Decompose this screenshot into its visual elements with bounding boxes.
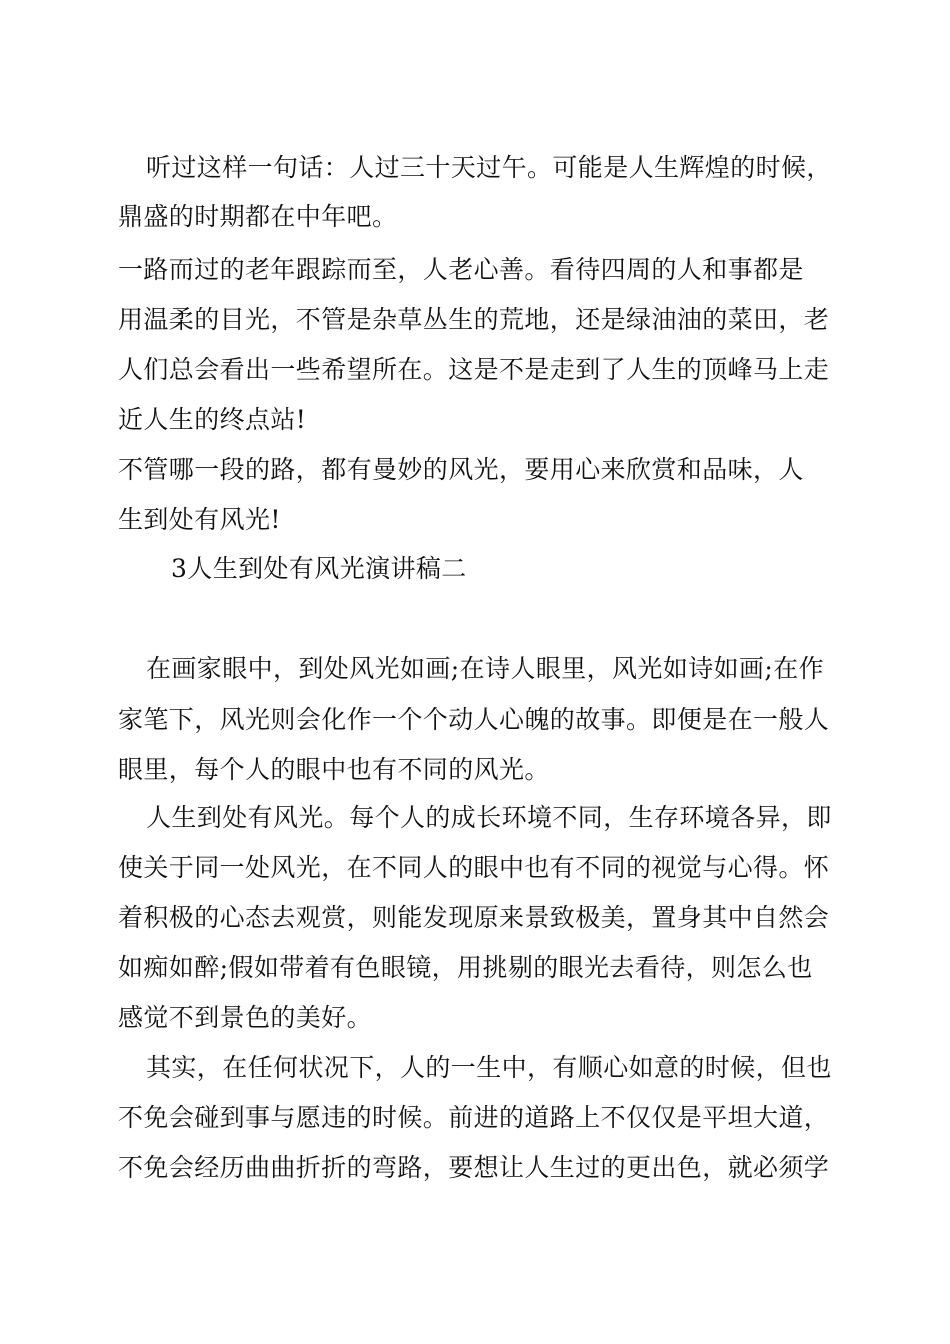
text-line: 在画家眼中，到处风光如画;在诗人眼里，风光如诗如画;在作	[146, 654, 825, 683]
section-heading: 3人生到处有风光演讲稿二	[171, 554, 467, 583]
text-line: 听过这样一句话：人过三十天过午。可能是人生辉煌的时候，	[146, 153, 832, 182]
text-line: 感觉不到景色的美好。	[118, 1003, 373, 1032]
text-line: 鼎盛的时期都在中年吧。	[118, 202, 398, 231]
text-line: 着积极的心态去观赏，则能发现原来景致极美，置身其中自然会	[118, 903, 830, 932]
text-line: 一路而过的老年跟踪而至，人老心善。看待四周的人和事都是	[118, 255, 804, 284]
text-line: 不免会经历曲曲折折的弯路，要想让人生过的更出色，就必须学	[118, 1153, 830, 1182]
text-line: 如痴如醉;假如带着有色眼镜，用挑剔的眼光去看待，则怎么也	[118, 953, 813, 982]
text-line: 近人生的终点站!	[118, 405, 307, 434]
text-line: 生到处有风光!	[118, 505, 281, 534]
text-line: 不免会碰到事与愿违的时候。前进的道路上不仅仅是平坦大道，	[118, 1103, 830, 1132]
text-line: 其实，在任何状况下，人的一生中，有顺心如意的时候，但也	[146, 1053, 832, 1082]
text-line: 家笔下，风光则会化作一个个动人心魄的故事。即便是在一般人	[118, 705, 830, 734]
text-line: 人们总会看出一些希望所在。这是不是走到了人生的顶峰马上走	[118, 355, 830, 384]
text-line: 使关于同一处风光，在不同人的眼中也有不同的视觉与心得。怀	[118, 853, 830, 882]
text-line: 用温柔的目光，不管是杂草丛生的荒地，还是绿油油的菜田，老	[118, 305, 830, 334]
text-line: 眼里，每个人的眼中也有不同的风光。	[118, 755, 550, 784]
text-line: 不管哪一段的路，都有曼妙的风光，要用心来欣赏和品味，人	[118, 455, 804, 484]
text-line: 人生到处有风光。每个人的成长环境不同，生存环境各异，即	[146, 803, 832, 832]
